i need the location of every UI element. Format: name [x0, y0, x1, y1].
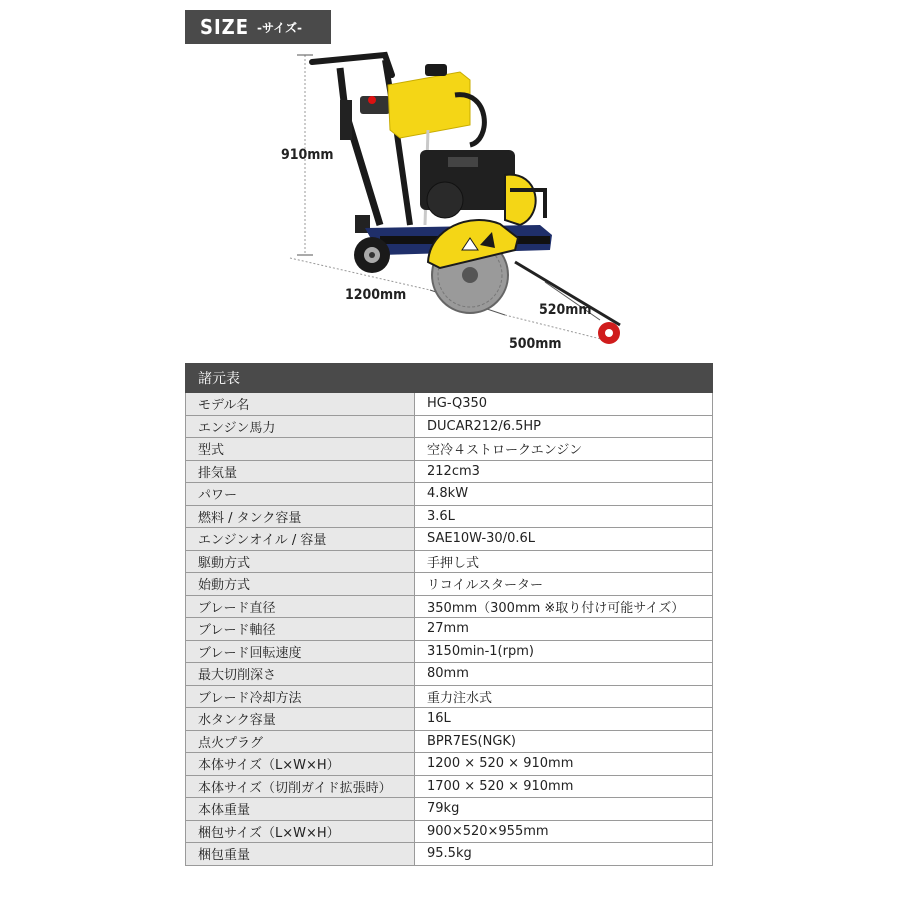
table-row — [186, 730, 713, 753]
dimension-guide-width-label: 520mm — [539, 302, 592, 318]
spec-value: 900×520×955mm — [415, 820, 713, 843]
spec-label: 梱包サイズ（L×W×H） — [186, 820, 415, 843]
table-row — [186, 640, 713, 663]
table-row — [186, 528, 713, 551]
table-row — [186, 438, 713, 461]
spec-value: HG-Q350 — [415, 393, 713, 416]
spec-value: 3150min-1(rpm) — [415, 640, 713, 663]
spec-label: ブレード回転速度 — [186, 640, 415, 663]
spec-value: 350mm（300mm ※取り付け可能サイズ） — [415, 595, 713, 618]
machine-frame — [312, 55, 410, 233]
table-row — [186, 708, 713, 731]
table-row — [186, 663, 713, 686]
table-row — [186, 685, 713, 708]
spec-label: 型式 — [186, 438, 415, 461]
spec-value: 重力注水式 — [415, 685, 713, 708]
table-row — [186, 798, 713, 821]
spec-value: 16L — [415, 708, 713, 731]
size-heading-title: SIZE — [200, 15, 249, 39]
spec-label: ブレード冷却方法 — [186, 685, 415, 708]
spec-label: 水タンク容量 — [186, 708, 415, 731]
spec-value: リコイルスターター — [415, 573, 713, 596]
spec-value: SAE10W-30/0.6L — [415, 528, 713, 551]
spec-value: 80mm — [415, 663, 713, 686]
dimension-length-label: 1200mm — [345, 287, 407, 303]
spec-value: 27mm — [415, 618, 713, 641]
spec-table — [185, 363, 713, 866]
spec-label: 点火プラグ — [186, 730, 415, 753]
spec-value: 空冷４ストロークエンジン — [415, 438, 713, 461]
spec-value: DUCAR212/6.5HP — [415, 415, 713, 438]
concrete-cutter-illustration — [0, 0, 900, 365]
spec-label: 本体サイズ（切削ガイド拡張時） — [186, 775, 415, 798]
table-row — [186, 573, 713, 596]
spec-label: モデル名 — [186, 393, 415, 416]
wheels — [354, 237, 390, 273]
table-row — [186, 505, 713, 528]
spec-value: 79kg — [415, 798, 713, 821]
spec-table-body — [186, 393, 713, 866]
spec-label: 本体重量 — [186, 798, 415, 821]
spec-label: 排気量 — [186, 460, 415, 483]
spec-value: 手押し式 — [415, 550, 713, 573]
spec-label: エンジン馬力 — [186, 415, 415, 438]
spec-label: 始動方式 — [186, 573, 415, 596]
spec-label: 最大切削深さ — [186, 663, 415, 686]
table-row — [186, 775, 713, 798]
spec-label: 駆動方式 — [186, 550, 415, 573]
table-row — [186, 393, 713, 416]
spec-table-title: 諸元表 — [186, 364, 713, 393]
spec-label: 梱包重量 — [186, 843, 415, 866]
spec-header-row — [186, 364, 713, 393]
spec-value: 1200 × 520 × 910mm — [415, 753, 713, 776]
spec-value: 212cm3 — [415, 460, 713, 483]
table-row — [186, 550, 713, 573]
table-row — [186, 415, 713, 438]
spec-value: 3.6L — [415, 505, 713, 528]
table-row — [186, 460, 713, 483]
table-row — [186, 618, 713, 641]
spec-label: ブレード直径 — [186, 595, 415, 618]
product-figure — [0, 0, 900, 365]
table-row — [186, 843, 713, 866]
spec-value: 4.8kW — [415, 483, 713, 506]
table-row — [186, 753, 713, 776]
size-heading-subtitle: -サイズ- — [257, 20, 303, 35]
blade-assembly — [428, 220, 518, 313]
table-row — [186, 595, 713, 618]
spec-label: 本体サイズ（L×W×H） — [186, 753, 415, 776]
engine — [420, 150, 545, 225]
dimension-height-label: 910mm — [281, 147, 334, 163]
spec-value: 95.5kg — [415, 843, 713, 866]
spec-value: 1700 × 520 × 910mm — [415, 775, 713, 798]
dimension-base-width-label: 500mm — [509, 336, 562, 352]
spec-label: 燃料 / タンク容量 — [186, 505, 415, 528]
spec-label: エンジンオイル / 容量 — [186, 528, 415, 551]
spec-value: BPR7ES(NGK) — [415, 730, 713, 753]
spec-label: パワー — [186, 483, 415, 506]
table-row — [186, 820, 713, 843]
spec-label: ブレード軸径 — [186, 618, 415, 641]
table-row — [186, 483, 713, 506]
